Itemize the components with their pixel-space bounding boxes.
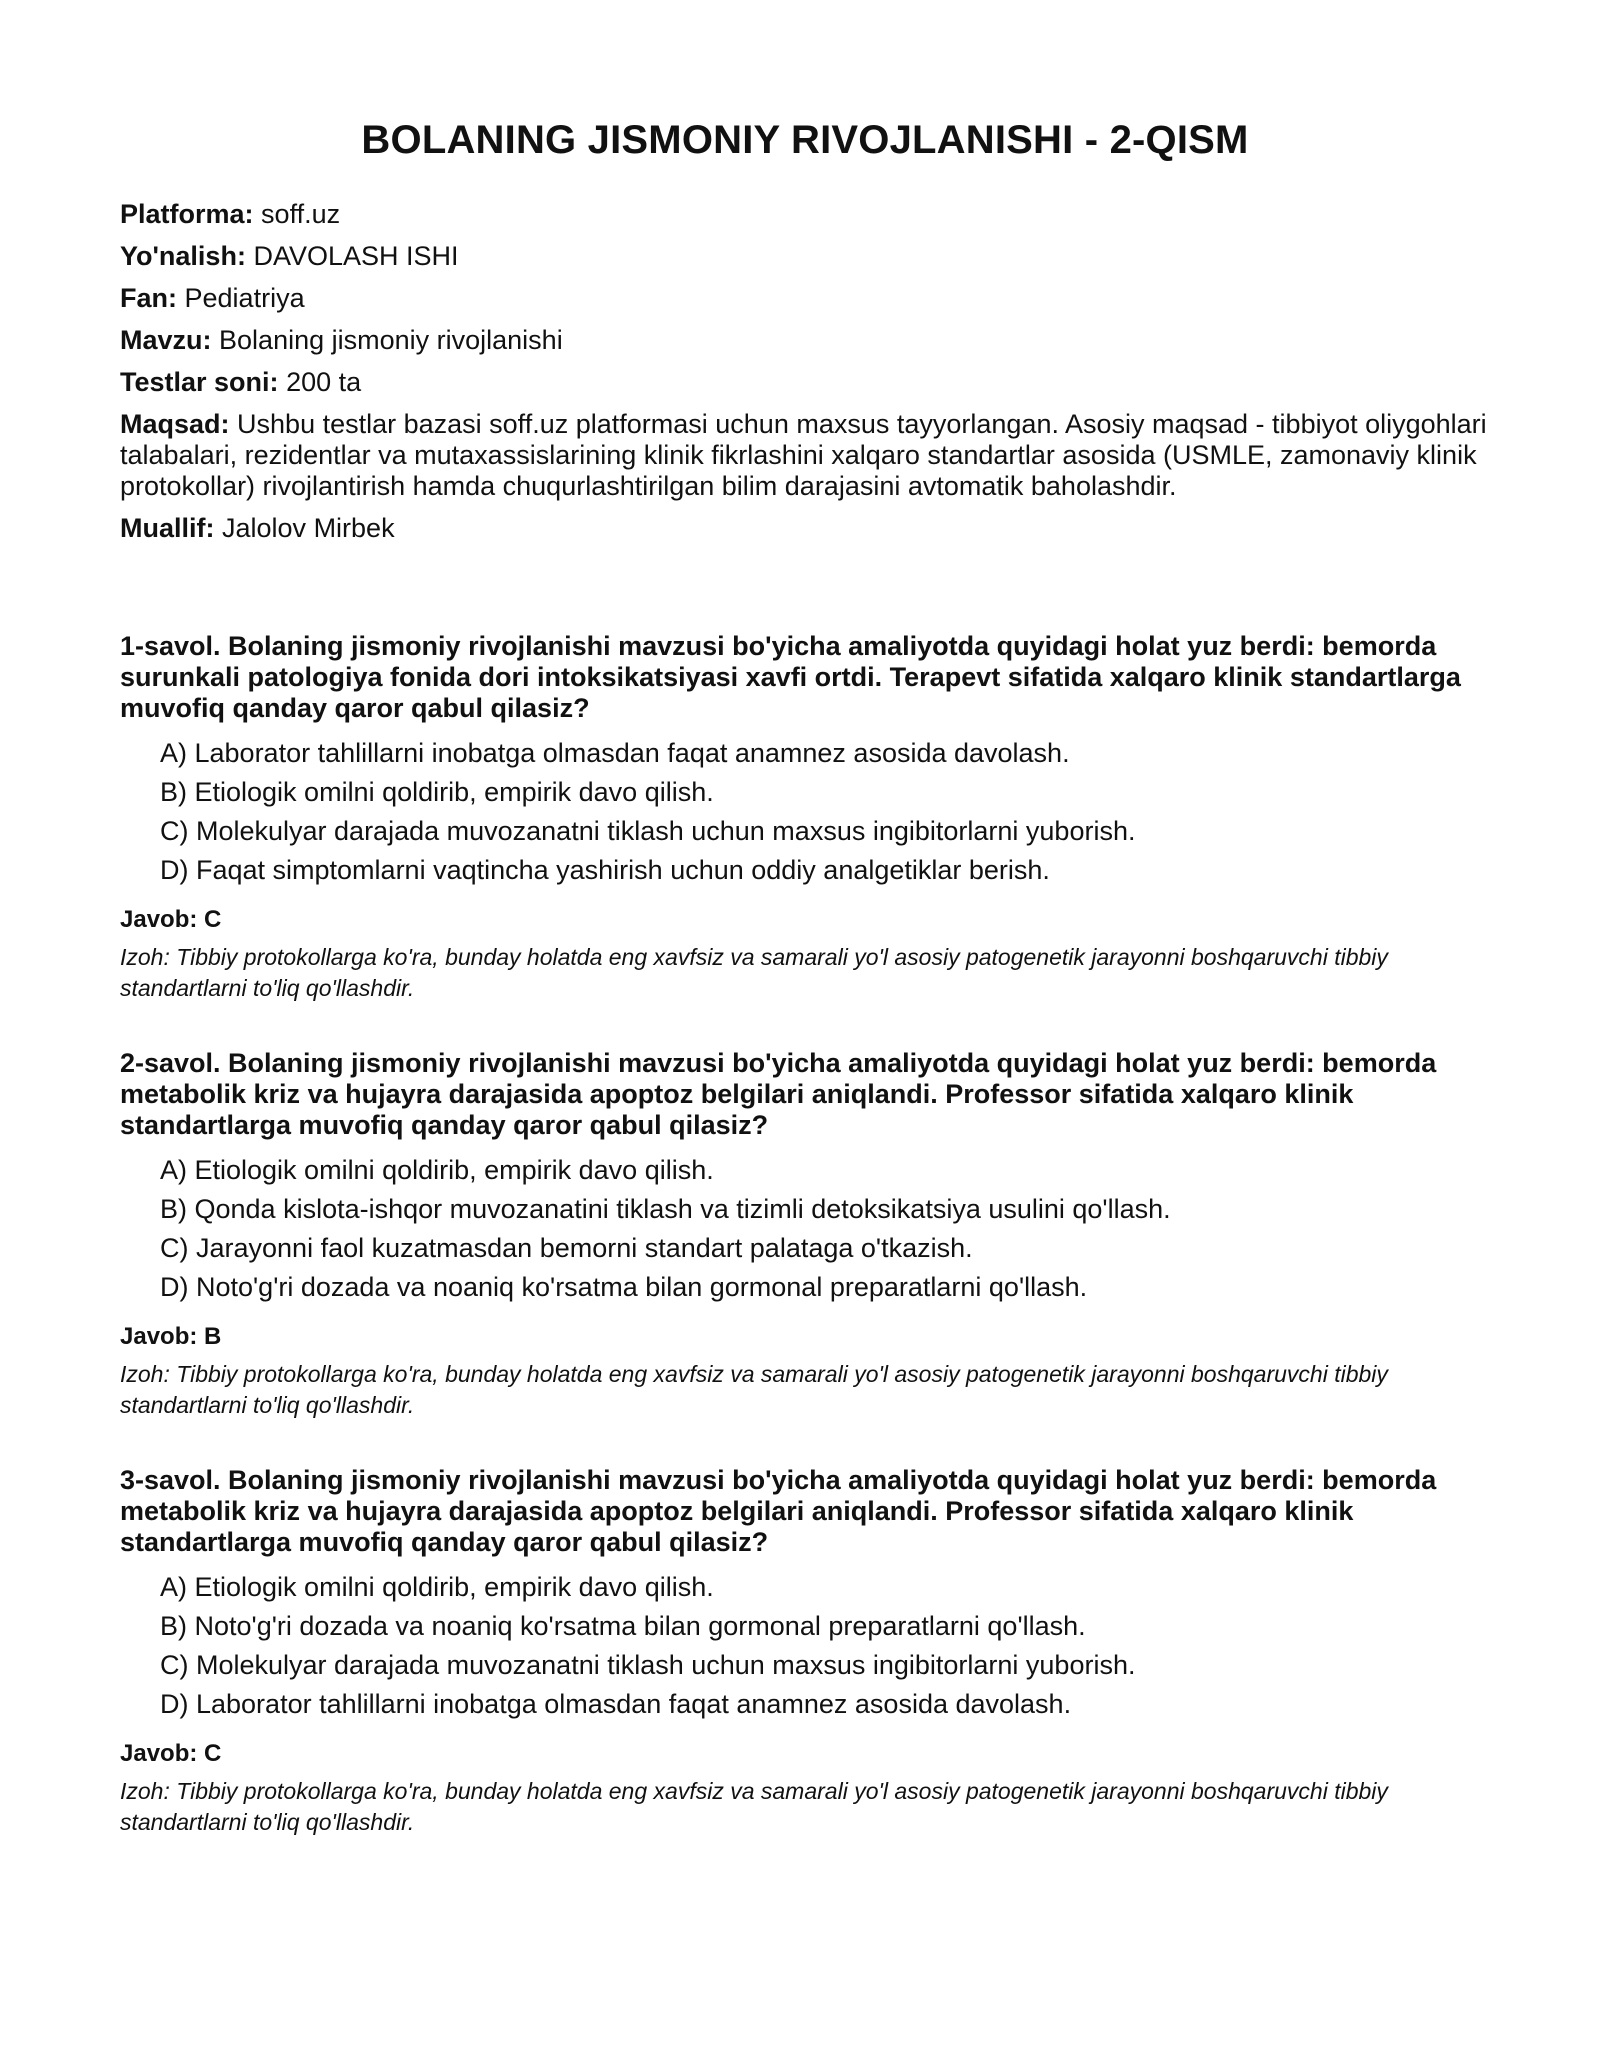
question-text: 2-savol. Bolaning jismoniy rivojlanishi mavzusi bo'yicha amaliyotda quyidagi holat yuz berdi: bemorda metabolik kriz va hujayra darajasida apoptoz belgilari aniqlandi. Professor sifatida xalqaro klinik standartlarga muvofiq qanday qaror qabul qilasiz? [120, 1048, 1437, 1140]
question-text: 1-savol. Bolaning jismoniy rivojlanishi mavzusi bo'yicha amaliyotda quyidagi holat yuz berdi: bemorda surunkali patologiya fonida dori intoksikatsiyasi xavfi ortdi. Terapevt sifatida xalqaro klinik standartlarga muvofiq qanday qaror qabul qilasiz? [120, 631, 1461, 723]
answer-option: C) Jarayonni faol kuzatmasdan bemorni standart palataga o'tkazish. [160, 1233, 973, 1263]
meta-test-count [120, 367, 1490, 398]
answer-option: A) Etiologik omilni qoldirib, empirik davo qilish. [160, 1155, 714, 1185]
explanation-note: Izoh: Tibbiy protokollarga ko'ra, bunday holatda eng xavfsiz va samarali yo'l asosiy patogenetik jarayonni boshqaruvchi tibbiy standartlarni to'liq qo'llashdir. [120, 1778, 1388, 1835]
question-block [120, 1048, 1490, 1421]
meta-topic-value: Bolaning jismoniy rivojlanishi [219, 325, 563, 355]
question-block [120, 631, 1490, 1004]
question-text: 3-savol. Bolaning jismoniy rivojlanishi mavzusi bo'yicha amaliyotda quyidagi holat yuz berdi: bemorda metabolik kriz va hujayra darajasida apoptoz belgilari aniqlandi. Professor sifatida xalqaro klinik standartlarga muvofiq qanday qaror qabul qilasiz? [120, 1465, 1437, 1557]
correct-answer: Javob: C [120, 1740, 222, 1767]
meta-test-count-value: 200 ta [286, 367, 362, 397]
document-page [120, 118, 1490, 1882]
document-meta [120, 199, 1490, 544]
answer-option: C) Molekulyar darajada muvozanatni tiklash uchun maxsus ingibitorlarni yuborish. [160, 1650, 1136, 1680]
meta-platform-label: Platforma: [120, 199, 254, 229]
meta-topic-label: Mavzu: [120, 325, 212, 355]
meta-test-count-label: Testlar soni: [120, 367, 279, 397]
question-block [120, 1465, 1490, 1838]
meta-subject-value: Pediatriya [184, 283, 305, 313]
meta-platform-value: soff.uz [261, 199, 341, 229]
meta-direction-value: DAVOLASH ISHI [253, 241, 459, 271]
meta-purpose-label: Maqsad: [120, 409, 230, 439]
meta-purpose-value: Ushbu testlar bazasi soff.uz platformasi uchun maxsus tayyorlangan. Asosiy maqsad - tibbiyot oliygohlari talabalari, rezidentlar va mutaxassislarining klinik fikrlashini xalqaro standartlar asosida (USMLE, zamonaviy klinik protokollar) rivojlantirish hamda chuqurlashtirilgan bilim darajasini avtomatik baholashdir. [120, 409, 1487, 501]
meta-topic [120, 325, 1490, 356]
answer-option: D) Noto'g'ri dozada va noaniq ko'rsatma bilan gormonal preparatlarni qo'llash. [160, 1272, 1088, 1302]
meta-purpose [120, 409, 1490, 502]
correct-answer: Javob: B [120, 1323, 222, 1350]
answer-option: B) Noto'g'ri dozada va noaniq ko'rsatma bilan gormonal preparatlarni qo'llash. [160, 1611, 1086, 1641]
correct-answer: Javob: C [120, 906, 222, 933]
meta-author-label: Muallif: [120, 513, 215, 543]
explanation-note: Izoh: Tibbiy protokollarga ko'ra, bunday holatda eng xavfsiz va samarali yo'l asosiy patogenetik jarayonni boshqaruvchi tibbiy standartlarni to'liq qo'llashdir. [120, 1361, 1388, 1418]
meta-platform [120, 199, 1490, 230]
answer-option: D) Faqat simptomlarni vaqtincha yashirish uchun oddiy analgetiklar berish. [160, 855, 1050, 885]
meta-direction [120, 241, 1490, 272]
answer-option: C) Molekulyar darajada muvozanatni tiklash uchun maxsus ingibitorlarni yuborish. [160, 816, 1136, 846]
answer-option: D) Laborator tahlillarni inobatga olmasdan faqat anamnez asosida davolash. [160, 1689, 1072, 1719]
question-list [120, 631, 1490, 1838]
meta-subject [120, 283, 1490, 314]
meta-author [120, 513, 1490, 544]
explanation-note: Izoh: Tibbiy protokollarga ko'ra, bunday holatda eng xavfsiz va samarali yo'l asosiy patogenetik jarayonni boshqaruvchi tibbiy standartlarni to'liq qo'llashdir. [120, 944, 1388, 1001]
meta-subject-label: Fan: [120, 283, 177, 313]
answer-option: A) Etiologik omilni qoldirib, empirik davo qilish. [160, 1572, 714, 1602]
meta-direction-label: Yo'nalish: [120, 241, 246, 271]
document-title: BOLANING JISMONIY RIVOJLANISHI - 2-QISM [361, 118, 1249, 162]
meta-author-value: Jalolov Mirbek [222, 513, 395, 543]
answer-option: A) Laborator tahlillarni inobatga olmasdan faqat anamnez asosida davolash. [160, 738, 1070, 768]
answer-option: B) Etiologik omilni qoldirib, empirik davo qilish. [160, 777, 714, 807]
answer-option: B) Qonda kislota-ishqor muvozanatini tiklash va tizimli detoksikatsiya usulini qo'llash. [160, 1194, 1171, 1224]
